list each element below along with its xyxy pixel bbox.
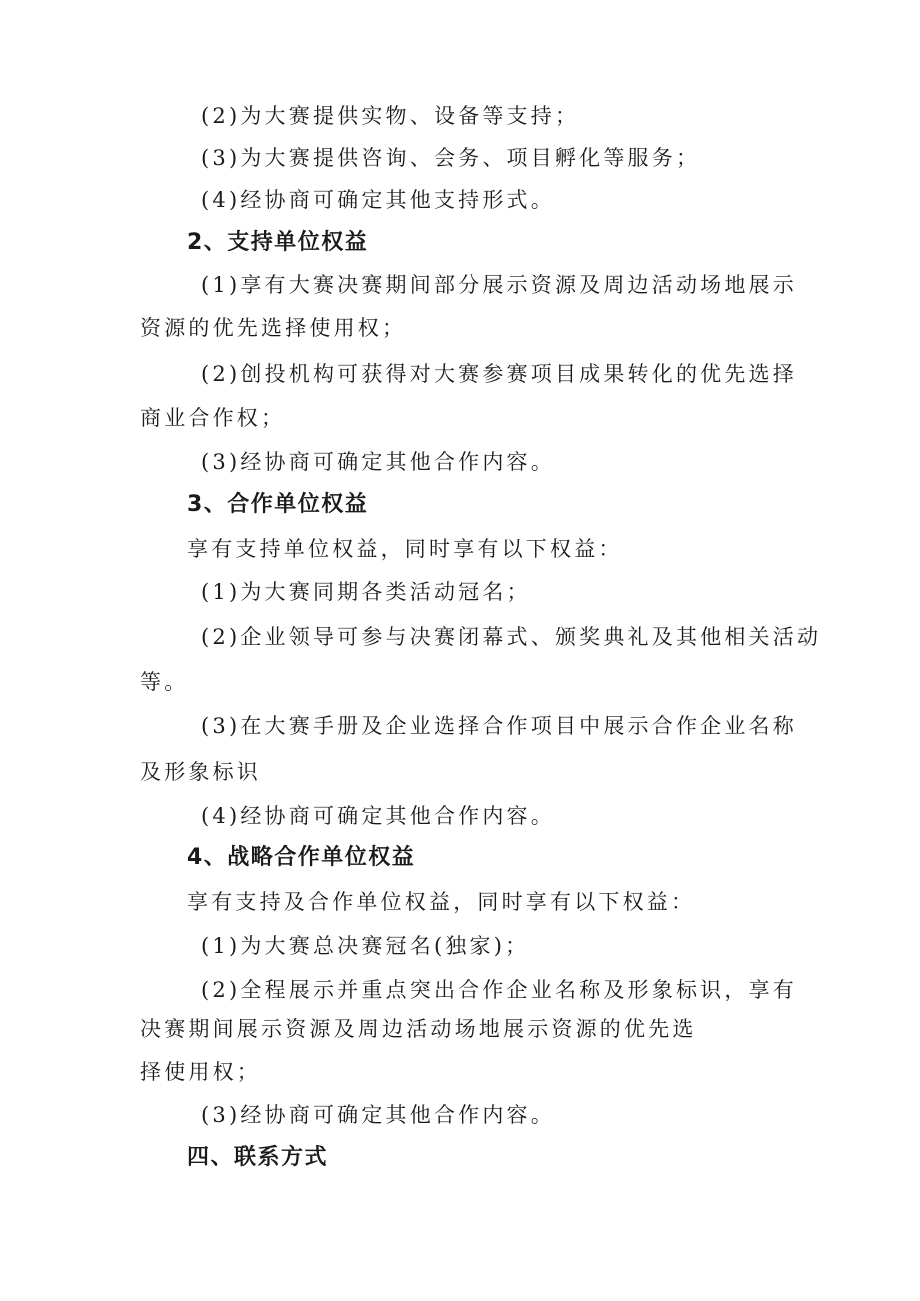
partner-rights-intro: 享有支持单位权益，同时享有以下权益：	[187, 537, 623, 561]
section-heading-supporter-rights: 2、支持单位权益	[187, 230, 369, 255]
strategic-rights-intro: 享有支持及合作单位权益，同时享有以下权益：	[187, 890, 696, 914]
supporter-rights-item-2-line-2: 商业合作权；	[140, 406, 286, 430]
partner-rights-item-4: (4)经协商可确定其他合作内容。	[201, 804, 555, 828]
strategic-rights-item-2-line-1: (2)全程展示并重点突出合作企业名称及形象标识，享有	[201, 978, 797, 1002]
support-form-item-4: (4)经协商可确定其他支持形式。	[201, 188, 555, 212]
partner-rights-item-3-line-2: 及形象标识	[140, 760, 261, 784]
partner-rights-item-2-line-2: 等。	[140, 670, 189, 694]
partner-rights-item-2-line-1: (2)企业领导可参与决赛闭幕式、颁奖典礼及其他相关活动	[201, 625, 822, 649]
partner-rights-item-1: (1)为大赛同期各类活动冠名；	[201, 580, 531, 604]
supporter-rights-item-1-line-2: 资源的优先选择使用权；	[140, 316, 407, 340]
section-heading-contact: 四、联系方式	[187, 1145, 329, 1170]
section-heading-partner-rights: 3、合作单位权益	[187, 492, 369, 517]
strategic-rights-item-2-line-2: 决赛期间展示资源及周边活动场地展示资源的优先选	[140, 1017, 697, 1041]
supporter-rights-item-3: (3)经协商可确定其他合作内容。	[201, 450, 555, 474]
supporter-rights-item-1-line-1: (1)享有大赛决赛期间部分展示资源及周边活动场地展示	[201, 273, 797, 297]
support-form-item-2: (2)为大赛提供实物、设备等支持；	[201, 104, 580, 128]
partner-rights-item-3-line-1: (3)在大赛手册及企业选择合作项目中展示合作企业名称	[201, 714, 797, 738]
strategic-rights-item-1: (1)为大赛总决赛冠名(独家)；	[201, 934, 530, 958]
strategic-rights-item-3: (3)经协商可确定其他合作内容。	[201, 1103, 555, 1127]
supporter-rights-item-2-line-1: (2)创投机构可获得对大赛参赛项目成果转化的优先选择	[201, 362, 797, 386]
strategic-rights-item-2-line-3: 择使用权；	[140, 1060, 261, 1084]
support-form-item-3: (3)为大赛提供咨询、会务、项目孵化等服务；	[201, 146, 701, 170]
section-heading-strategic-partner-rights: 4、战略合作单位权益	[187, 845, 416, 870]
